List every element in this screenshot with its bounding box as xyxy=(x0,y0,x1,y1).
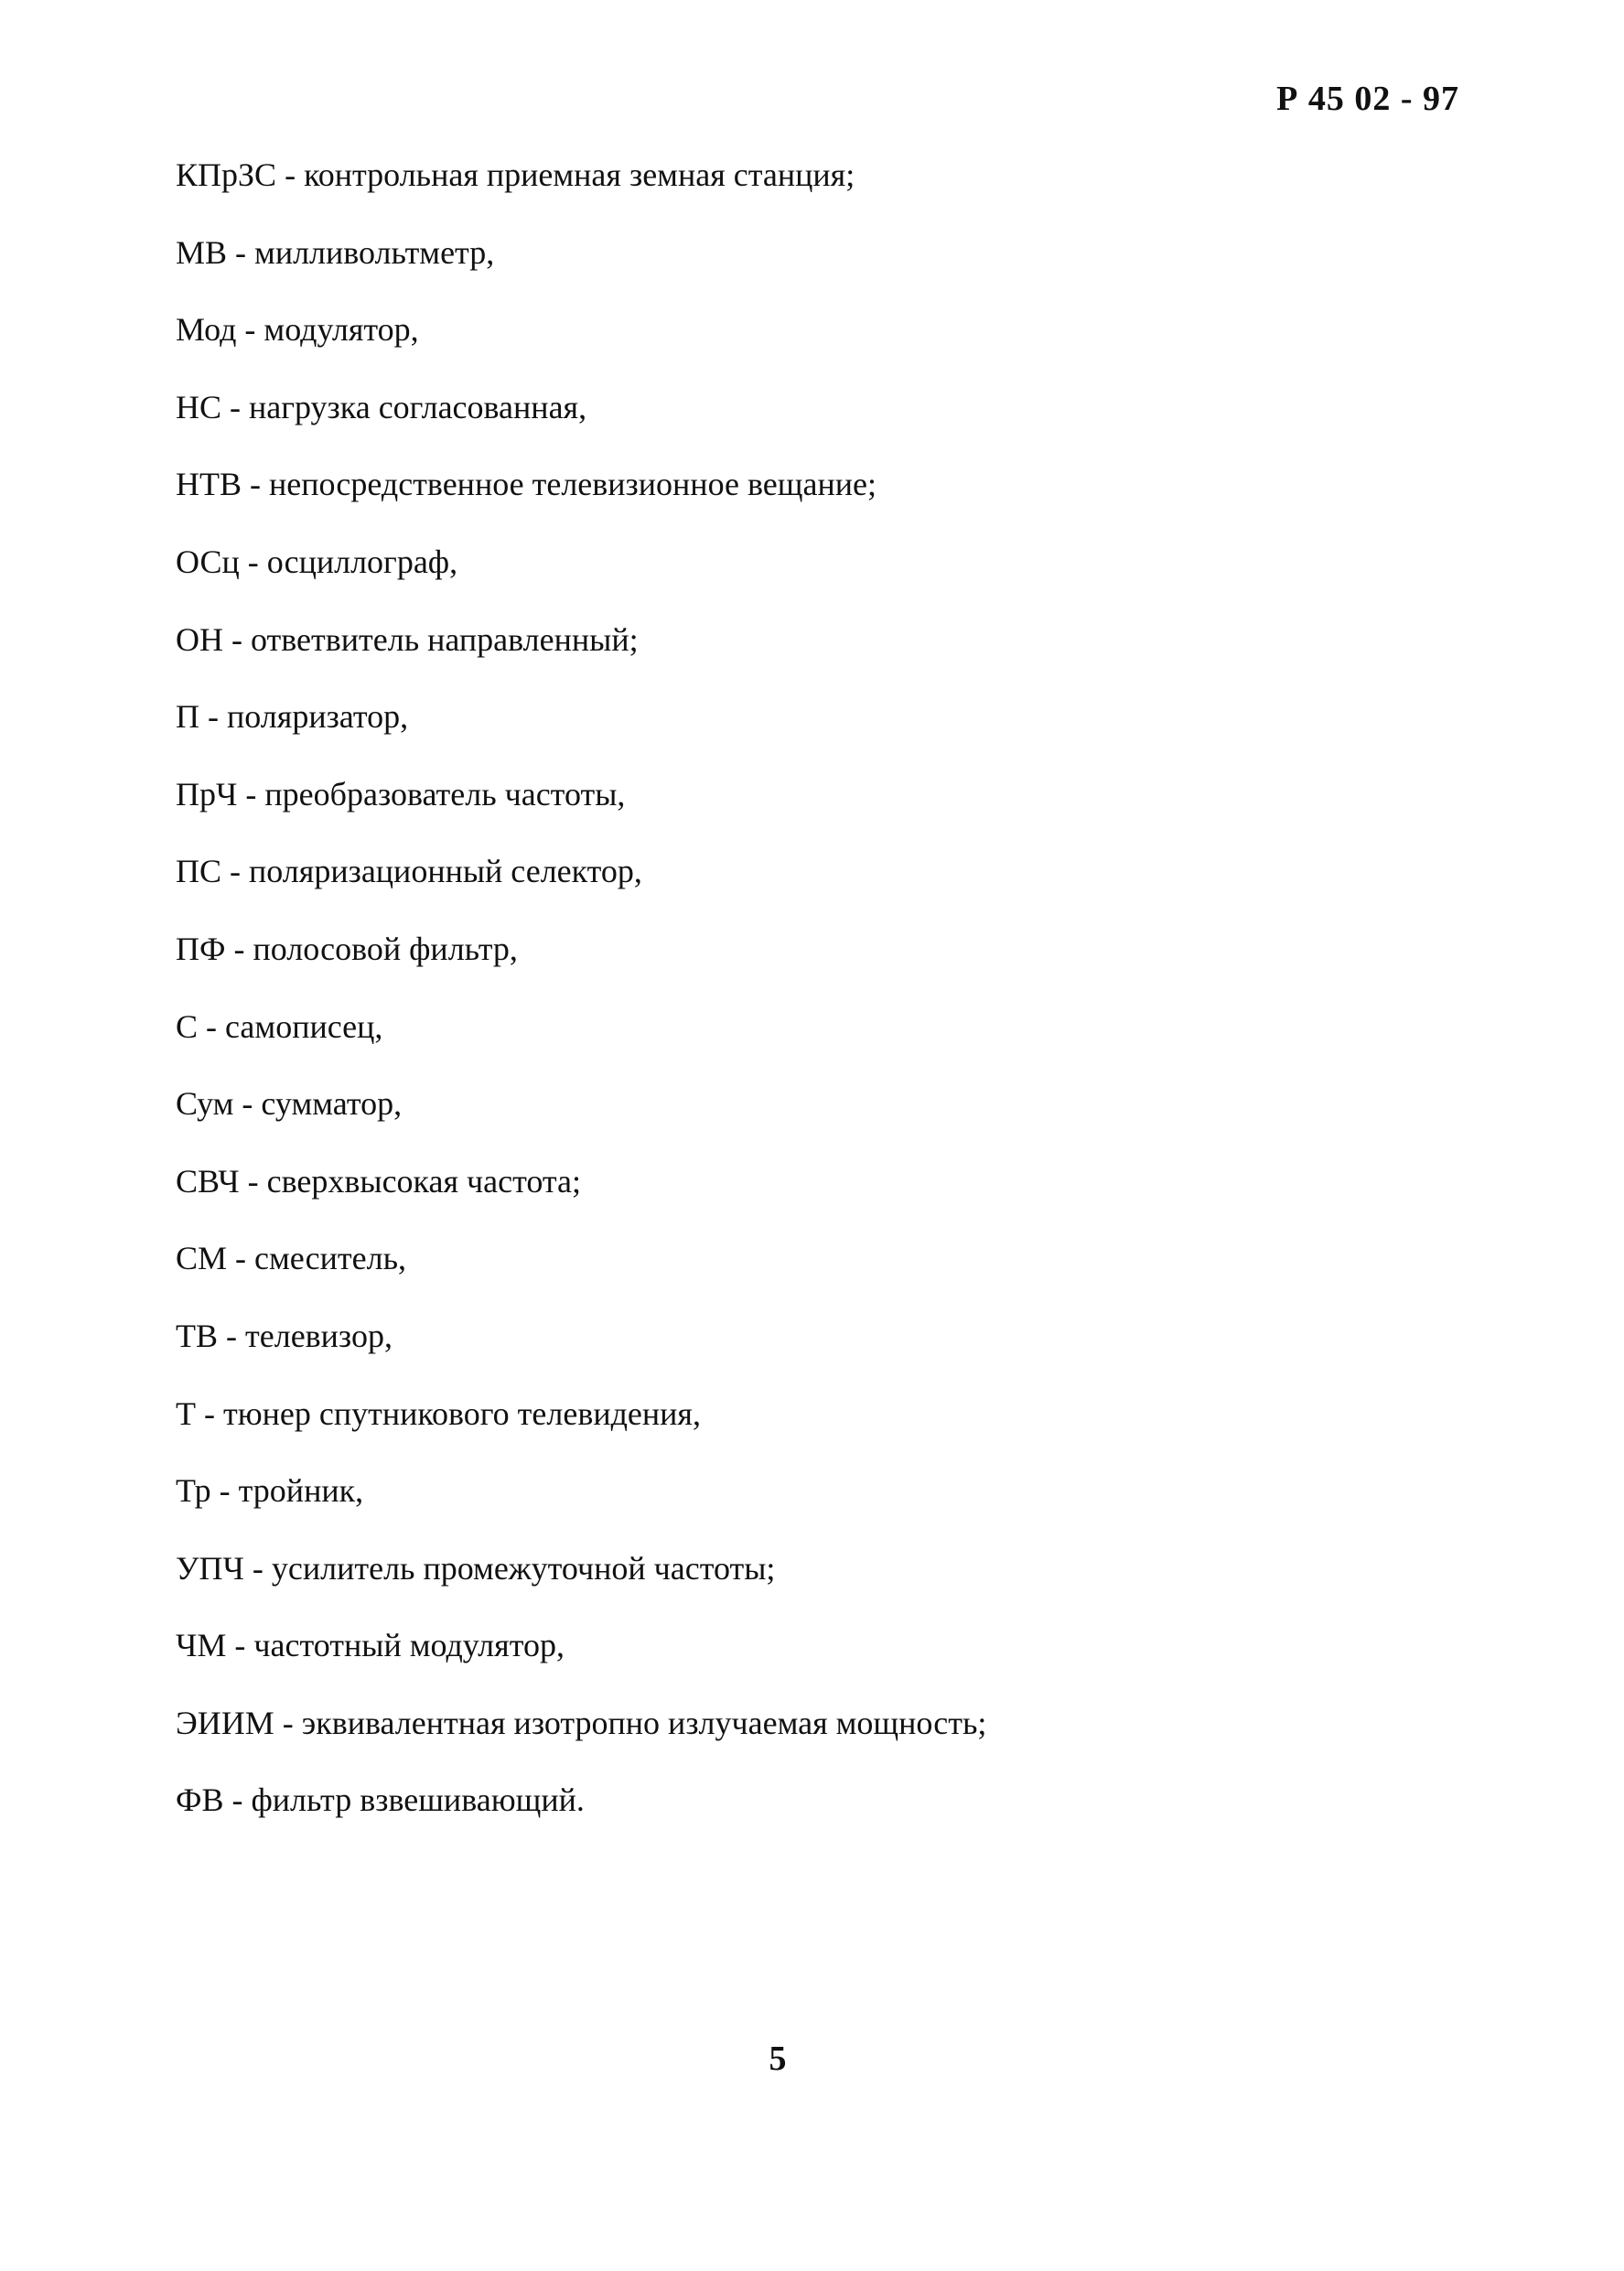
definition: непосредственное телевизионное вещание; xyxy=(269,466,877,503)
abbreviation: ЭИИМ xyxy=(176,1704,274,1741)
abbreviation: МВ xyxy=(176,233,228,271)
abbreviation: НТВ xyxy=(176,466,242,503)
list-item xyxy=(176,1702,986,1780)
abbreviation: П xyxy=(176,698,199,736)
list-item xyxy=(176,154,986,231)
definition: поляризационный селектор, xyxy=(249,853,642,890)
definition: тюнер спутникового телевидения, xyxy=(223,1394,701,1432)
list-item xyxy=(176,1547,986,1625)
abbreviation: УПЧ xyxy=(176,1549,244,1587)
abbreviation: Т xyxy=(176,1394,196,1432)
document-code: Р 45 02 - 97 xyxy=(1276,80,1459,118)
list-item xyxy=(176,695,986,773)
list-item xyxy=(176,1237,986,1315)
separator: - xyxy=(231,1781,243,1819)
separator: - xyxy=(231,620,242,658)
abbreviation: СВЧ xyxy=(176,1162,240,1200)
definition: частотный модулятор, xyxy=(253,1627,565,1664)
abbreviation: Сум xyxy=(176,1085,234,1123)
separator: - xyxy=(204,1394,215,1432)
definition: усилитель промежуточной частоты; xyxy=(271,1549,776,1587)
list-item xyxy=(176,1779,986,1857)
abbreviation: Мод xyxy=(176,311,237,349)
definition: преобразователь частоты, xyxy=(264,775,626,813)
separator: - xyxy=(247,543,259,580)
definition: сумматор, xyxy=(261,1085,403,1123)
list-item xyxy=(176,619,986,696)
abbreviation: ЧМ xyxy=(176,1627,227,1664)
abbreviation: ОСц xyxy=(176,543,240,580)
separator: - xyxy=(244,311,256,349)
separator: - xyxy=(285,156,296,193)
abbreviation: НС xyxy=(176,388,222,425)
definition: фильтр взвешивающий. xyxy=(251,1781,585,1819)
abbreviation: ПФ xyxy=(176,930,226,967)
list-item xyxy=(176,773,986,851)
abbreviation: СМ xyxy=(176,1240,228,1277)
list-item xyxy=(176,1393,986,1470)
list-item xyxy=(176,1315,986,1393)
list-item xyxy=(176,386,986,464)
separator: - xyxy=(234,1627,246,1664)
list-item xyxy=(176,1160,986,1238)
separator: - xyxy=(208,698,219,736)
separator: - xyxy=(282,1704,294,1741)
definition: телевизор, xyxy=(245,1317,393,1354)
separator: - xyxy=(230,388,242,425)
abbreviation: ТВ xyxy=(176,1317,219,1354)
definition: сверхвысокая частота; xyxy=(266,1162,582,1200)
definition: модулятор, xyxy=(263,311,419,349)
definition: полосовой фильтр, xyxy=(253,930,518,967)
separator: - xyxy=(206,1007,218,1045)
definition: смеситель, xyxy=(254,1240,407,1277)
list-item xyxy=(176,850,986,928)
definition: осциллограф, xyxy=(266,543,458,580)
abbreviation: Тр xyxy=(176,1472,211,1510)
separator: - xyxy=(233,930,245,967)
definition: милливольтметр, xyxy=(254,233,495,271)
list-item xyxy=(176,541,986,619)
separator: - xyxy=(230,853,242,890)
separator: - xyxy=(250,466,261,503)
abbreviation: ОН xyxy=(176,620,223,658)
definition: контрольная приемная земная станция; xyxy=(304,156,855,193)
definition: самописец, xyxy=(225,1007,383,1045)
list-item xyxy=(176,308,986,386)
separator: - xyxy=(245,775,257,813)
abbreviation: КПрЗС xyxy=(176,156,277,193)
abbreviation: ФВ xyxy=(176,1781,224,1819)
separator: - xyxy=(252,1549,263,1587)
abbreviation-list xyxy=(176,154,986,1857)
abbreviation: С xyxy=(176,1007,199,1045)
separator: - xyxy=(235,1240,247,1277)
list-item xyxy=(176,1082,986,1160)
definition: поляризатор, xyxy=(227,698,409,736)
separator: - xyxy=(235,233,247,271)
abbreviation: ПрЧ xyxy=(176,775,238,813)
separator: - xyxy=(226,1317,238,1354)
list-item xyxy=(176,1469,986,1547)
page-number: 5 xyxy=(769,2040,787,2078)
list-item xyxy=(176,928,986,1006)
definition: ответвитель направленный; xyxy=(251,620,639,658)
separator: - xyxy=(247,1162,259,1200)
abbreviation: ПС xyxy=(176,853,222,890)
list-item xyxy=(176,463,986,541)
separator: - xyxy=(219,1472,231,1510)
list-item xyxy=(176,231,986,309)
definition: тройник, xyxy=(238,1472,364,1510)
list-item xyxy=(176,1006,986,1083)
separator: - xyxy=(242,1085,253,1123)
definition: нагрузка согласованная, xyxy=(249,388,587,425)
definition: эквивалентная изотропно излучаемая мощность; xyxy=(301,1704,987,1741)
list-item xyxy=(176,1624,986,1702)
